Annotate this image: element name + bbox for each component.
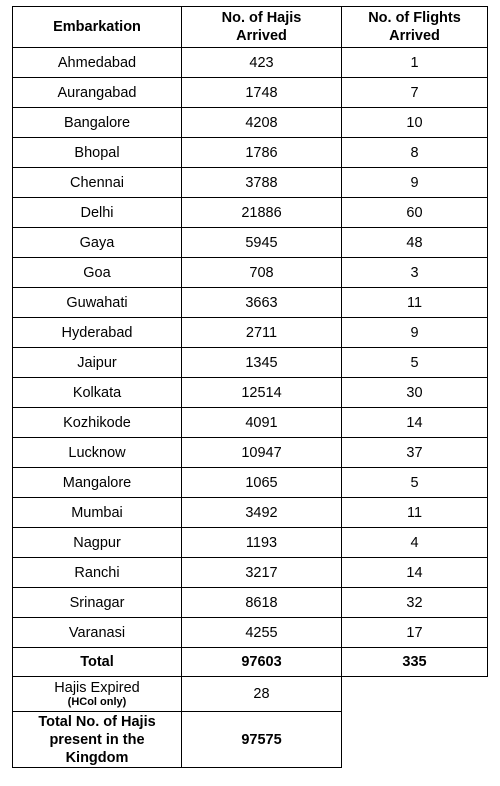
present-value: 97575 xyxy=(182,712,342,768)
table-row xyxy=(13,588,488,618)
embarkation-cell: Lucknow xyxy=(13,438,182,468)
flights-cell: 11 xyxy=(342,498,488,528)
table-row xyxy=(13,78,488,108)
hajis-cell: 8618 xyxy=(182,588,342,618)
hajis-cell: 3492 xyxy=(182,498,342,528)
hajis-cell: 1748 xyxy=(182,78,342,108)
embarkation-cell: Guwahati xyxy=(13,288,182,318)
table-row xyxy=(13,168,488,198)
header-flights-line2: Arrived xyxy=(389,28,440,44)
table-row xyxy=(13,108,488,138)
total-row xyxy=(13,648,488,677)
hajis-cell: 5945 xyxy=(182,228,342,258)
expired-value: 28 xyxy=(182,677,342,712)
flights-cell: 3 xyxy=(342,258,488,288)
present-label-line1: Total No. of Hajis xyxy=(38,713,156,730)
hajis-cell: 4255 xyxy=(182,618,342,648)
embarkation-cell: Bhopal xyxy=(13,138,182,168)
hajis-cell: 12514 xyxy=(182,378,342,408)
total-flights: 335 xyxy=(342,648,488,677)
hajis-cell: 10947 xyxy=(182,438,342,468)
embarkation-cell: Delhi xyxy=(13,198,182,228)
embarkation-cell: Goa xyxy=(13,258,182,288)
embarkation-cell: Hyderabad xyxy=(13,318,182,348)
flights-cell: 14 xyxy=(342,558,488,588)
table-row xyxy=(13,468,488,498)
embarkation-cell: Gaya xyxy=(13,228,182,258)
hajis-cell: 21886 xyxy=(182,198,342,228)
table-row xyxy=(13,198,488,228)
flights-cell: 8 xyxy=(342,138,488,168)
header-flights-line1: No. of Flights xyxy=(368,10,461,26)
hajis-cell: 1065 xyxy=(182,468,342,498)
header-embarkation-label: Embarkation xyxy=(53,19,141,35)
table-row xyxy=(13,378,488,408)
header-row xyxy=(13,7,488,48)
embarkation-cell: Kozhikode xyxy=(13,408,182,438)
total-hajis: 97603 xyxy=(182,648,342,677)
table-row xyxy=(13,258,488,288)
header-hajis-line1: No. of Hajis xyxy=(221,10,302,26)
embarkation-cell: Ahmedabad xyxy=(13,48,182,78)
hajis-cell: 423 xyxy=(182,48,342,78)
flights-cell: 1 xyxy=(342,48,488,78)
hajis-cell: 3217 xyxy=(182,558,342,588)
hajis-cell: 3788 xyxy=(182,168,342,198)
present-label-line3: Kingdom xyxy=(65,749,129,766)
flights-cell: 32 xyxy=(342,588,488,618)
hajis-cell: 4208 xyxy=(182,108,342,138)
embarkation-cell: Jaipur xyxy=(13,348,182,378)
embarkation-cell: Srinagar xyxy=(13,588,182,618)
table-row xyxy=(13,498,488,528)
flights-cell: 10 xyxy=(342,108,488,138)
flights-cell: 60 xyxy=(342,198,488,228)
flights-cell: 5 xyxy=(342,348,488,378)
present-empty-cell xyxy=(342,712,488,768)
hajis-cell: 1345 xyxy=(182,348,342,378)
header-hajis-arrived xyxy=(182,7,342,48)
flights-cell: 17 xyxy=(342,618,488,648)
embarkation-cell: Mangalore xyxy=(13,468,182,498)
hajis-cell: 2711 xyxy=(182,318,342,348)
embarkation-cell: Chennai xyxy=(13,168,182,198)
flights-cell: 4 xyxy=(342,528,488,558)
table-row xyxy=(13,48,488,78)
embarkation-cell: Mumbai xyxy=(13,498,182,528)
flights-cell: 30 xyxy=(342,378,488,408)
table-row xyxy=(13,348,488,378)
header-flights-arrived xyxy=(342,7,488,48)
table-row xyxy=(13,618,488,648)
hajis-cell: 4091 xyxy=(182,408,342,438)
flights-cell: 11 xyxy=(342,288,488,318)
table-row xyxy=(13,318,488,348)
table-row xyxy=(13,138,488,168)
present-label-cell xyxy=(13,712,182,768)
embarkation-cell: Nagpur xyxy=(13,528,182,558)
flights-cell: 48 xyxy=(342,228,488,258)
flights-cell: 9 xyxy=(342,168,488,198)
embarkation-cell: Bangalore xyxy=(13,108,182,138)
expired-sublabel: (HCol only) xyxy=(67,695,127,708)
flights-cell: 7 xyxy=(342,78,488,108)
table-row xyxy=(13,528,488,558)
flights-cell: 5 xyxy=(342,468,488,498)
table-row xyxy=(13,438,488,468)
flights-cell: 14 xyxy=(342,408,488,438)
expired-empty-cell xyxy=(342,677,488,712)
table-row xyxy=(13,408,488,438)
expired-label-cell xyxy=(13,677,182,712)
total-label: Total xyxy=(13,648,182,677)
embarkation-cell: Ranchi xyxy=(13,558,182,588)
embarkation-cell: Kolkata xyxy=(13,378,182,408)
hajis-cell: 1193 xyxy=(182,528,342,558)
table-row xyxy=(13,288,488,318)
flights-cell: 37 xyxy=(342,438,488,468)
present-row xyxy=(13,712,488,768)
embarkation-cell: Varanasi xyxy=(13,618,182,648)
hajis-cell: 708 xyxy=(182,258,342,288)
hajis-arrival-table xyxy=(12,6,488,768)
embarkation-cell: Aurangabad xyxy=(13,78,182,108)
header-hajis-line2: Arrived xyxy=(236,28,287,44)
flights-cell: 9 xyxy=(342,318,488,348)
hajis-cell: 3663 xyxy=(182,288,342,318)
hajis-cell: 1786 xyxy=(182,138,342,168)
header-embarkation xyxy=(13,7,182,48)
expired-row xyxy=(13,677,488,712)
present-label-line2: present in the xyxy=(49,731,145,748)
table-row xyxy=(13,558,488,588)
table-row xyxy=(13,228,488,258)
expired-label: Hajis Expired xyxy=(54,679,140,696)
